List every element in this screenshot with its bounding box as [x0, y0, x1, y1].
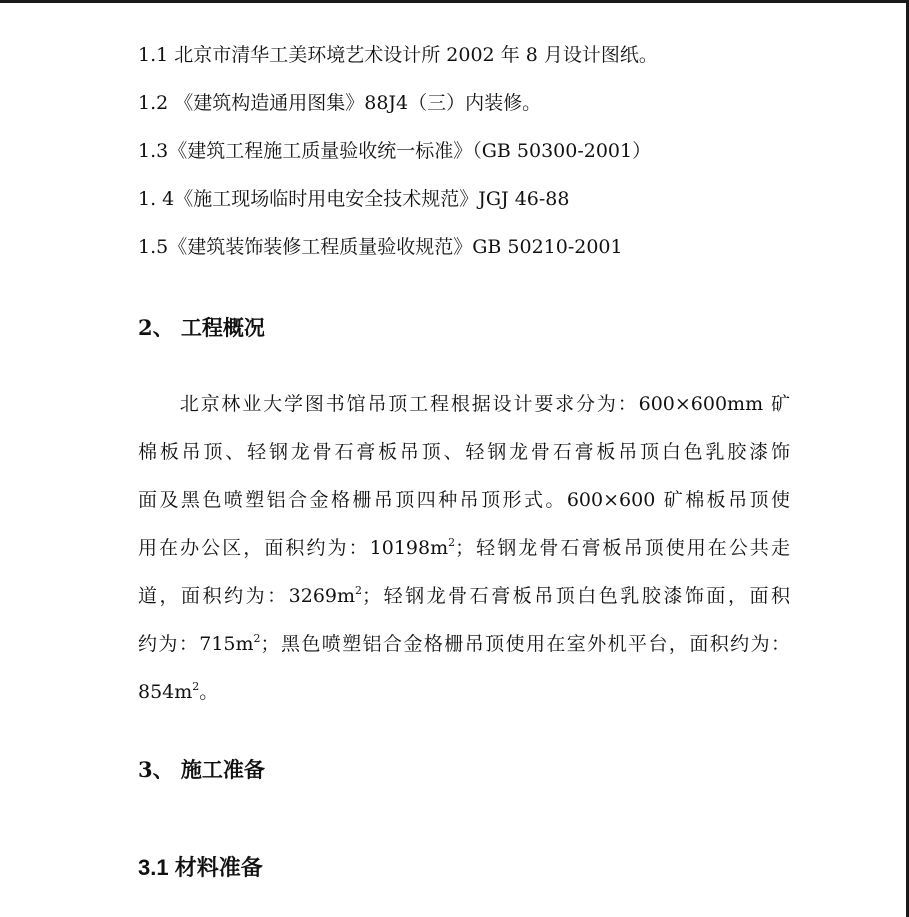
section-heading-overview: 2、 工程概况	[138, 315, 265, 340]
reference-item-1: 1.1 北京市清华工美环境艺术设计所 2002 年 8 月设计图纸。	[138, 44, 658, 66]
superscript: 2	[448, 536, 456, 549]
subsection-heading-materials: 3.1 材料准备	[138, 855, 263, 880]
reference-item-4: 1. 4《施工现场临时用电安全技术规范》JGJ 46-88	[138, 188, 570, 210]
paragraph-line: 棉板吊顶、轻钢龙骨石膏板吊顶、轻钢龙骨石膏板吊顶白色乳胶漆饰	[138, 441, 790, 463]
superscript: 2	[192, 680, 200, 693]
text-run: ；轻钢龙骨石膏板吊顶使用在公共走	[455, 537, 790, 559]
text-run: 用在办公区，面积约为：10198m	[138, 537, 449, 559]
section-heading-preparation: 3、 施工准备	[138, 757, 265, 782]
reference-item-5: 1.5《建筑装饰装修工程质量验收规范》GB 50210-2001	[138, 236, 623, 258]
paragraph-line: 面及黑色喷塑铝合金格栅吊顶四种吊顶形式。600×600 矿棉板吊顶使	[138, 489, 790, 511]
paragraph-line	[138, 536, 790, 560]
reference-item-2: 1.2 《建筑构造通用图集》88J4（三）内装修。	[138, 92, 542, 114]
paragraph-line	[138, 584, 790, 608]
reference-item-3: 1.3《建筑工程施工质量验收统一标准》（GB 50300-2001）	[138, 140, 652, 162]
superscript: 2	[355, 584, 363, 597]
text-run: ；轻钢龙骨石膏板吊顶白色乳胶漆饰面，面积	[362, 585, 790, 607]
text-run: 854m	[138, 681, 193, 703]
superscript: 2	[253, 632, 261, 645]
paragraph-line	[138, 632, 790, 656]
paragraph-line: 北京林业大学图书馆吊顶工程根据设计要求分为：600×600mm 矿	[138, 393, 790, 415]
paragraph-line	[138, 680, 790, 704]
text-run: 约为：715m	[138, 633, 254, 655]
text-run: 道，面积约为：3269m	[138, 585, 356, 607]
text-run: 。	[199, 681, 219, 703]
text-run: ；黑色喷塑铝合金格栅吊顶使用在室外机平台，面积约为：	[260, 633, 790, 655]
page-border-top	[0, 0, 909, 3]
